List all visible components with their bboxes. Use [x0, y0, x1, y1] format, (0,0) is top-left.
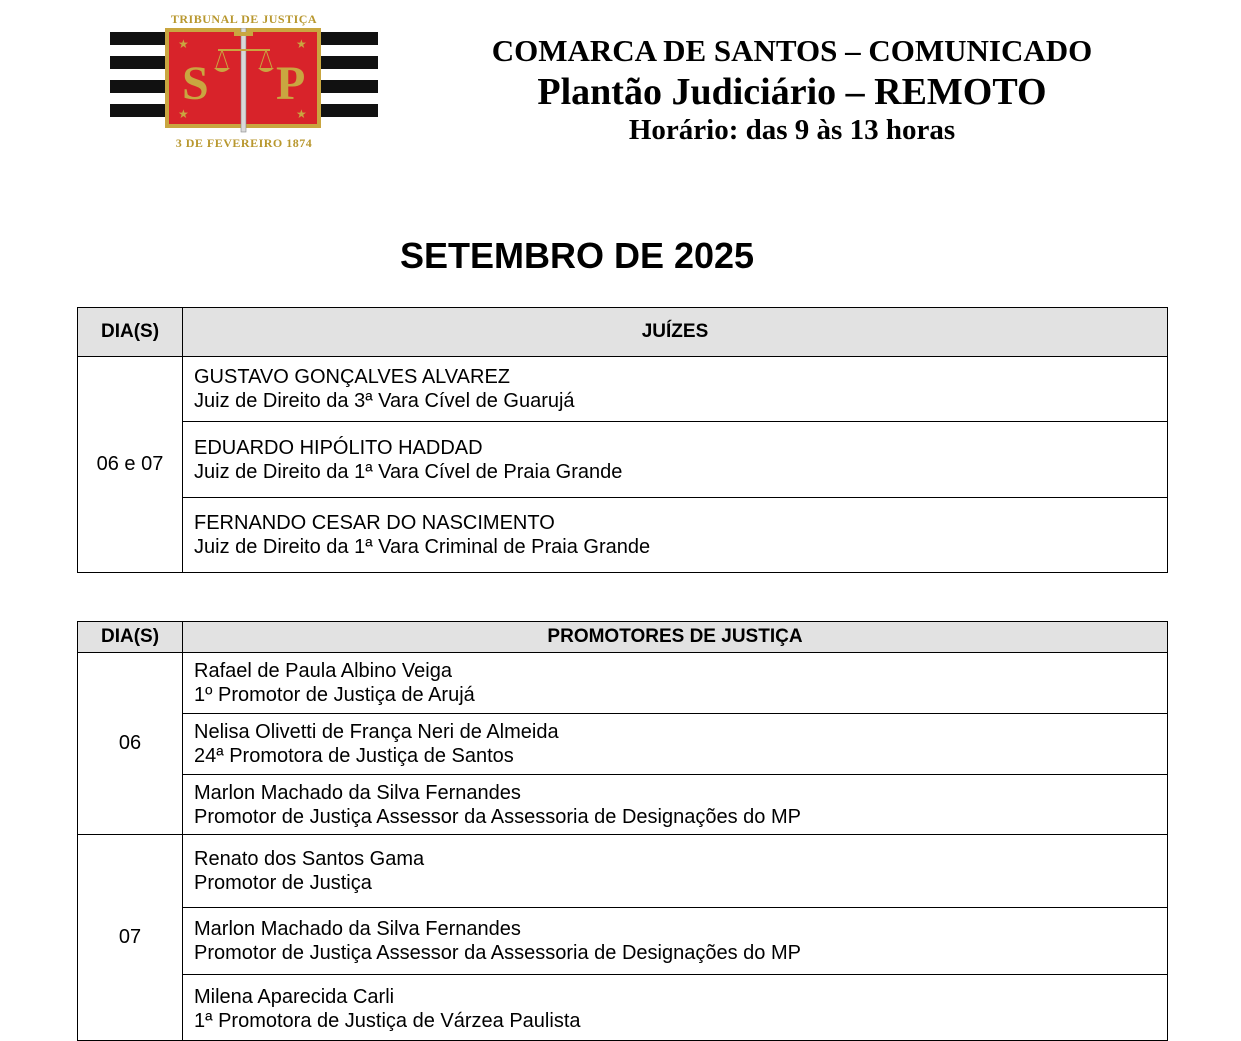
- logo-letter-s: S: [182, 57, 209, 110]
- tribunal-logo: [110, 10, 378, 152]
- person-name: FERNANDO CESAR DO NASCIMENTO: [194, 512, 555, 534]
- person-cell: [183, 975, 1168, 1041]
- judges-header-row: [78, 308, 1168, 357]
- person-role: Promotor de Justiça: [194, 872, 372, 894]
- table-row: [78, 653, 1168, 714]
- judges-col-days: DIA(S): [78, 308, 183, 357]
- svg-text:★: ★: [178, 107, 189, 121]
- person-name: Nelisa Olivetti de França Neri de Almeida: [194, 721, 559, 743]
- table-row: [78, 422, 1168, 498]
- judges-table: [77, 307, 1168, 573]
- person-name: Renato dos Santos Gama: [194, 848, 425, 870]
- table-row: [78, 975, 1168, 1041]
- prosecutors-col-days: DIA(S): [78, 622, 183, 653]
- person-role: Juiz de Direito da 1ª Vara Criminal de Praia Grande: [194, 536, 651, 558]
- person-name: GUSTAVO GONÇALVES ALVAREZ: [194, 366, 511, 388]
- table-row: [78, 835, 1168, 908]
- month-title: SETEMBRO DE 2025: [399, 235, 755, 276]
- person-role: Juiz de Direito da 3ª Vara Cível de Guarujá: [194, 390, 575, 412]
- person-role: Promotor de Justiça Assessor da Assessoria de Designações do MP: [194, 942, 801, 964]
- table-row: [78, 775, 1168, 835]
- person-name: Rafael de Paula Albino Veiga: [194, 660, 452, 682]
- person-name: Marlon Machado da Silva Fernandes: [194, 918, 521, 940]
- person-role: Promotor de Justiça Assessor da Assessoria de Designações do MP: [194, 805, 801, 828]
- svg-text:★: ★: [296, 107, 307, 121]
- person-role: Juiz de Direito da 1ª Vara Cível de Praia Grande: [194, 460, 623, 483]
- person-name: EDUARDO HIPÓLITO HADDAD: [194, 436, 483, 459]
- judges-col-people: JUÍZES: [183, 308, 1168, 357]
- logo-letter-p: P: [276, 57, 306, 110]
- person-cell: [183, 908, 1168, 975]
- person-role: 1º Promotor de Justiça de Arujá: [194, 684, 475, 706]
- person-cell: [183, 653, 1168, 714]
- person-name: Marlon Machado da Silva Fernandes: [194, 781, 521, 804]
- svg-text:★: ★: [178, 37, 189, 51]
- person-cell: [183, 835, 1168, 908]
- prosecutors-col-people: PROMOTORES DE JUSTIÇA: [183, 622, 1168, 653]
- header-horario: Horário: das 9 às 13 horas: [628, 114, 956, 146]
- svg-text:★: ★: [296, 37, 307, 51]
- person-cell: [183, 775, 1168, 835]
- header-comarca: COMARCA DE SANTOS – COMUNICADO: [491, 33, 1093, 68]
- prosecutors-header-row: [78, 622, 1168, 653]
- prosecutors-table: [77, 621, 1168, 1041]
- table-row: [78, 357, 1168, 422]
- tribunal-seal-icon: [110, 28, 378, 136]
- person-role: 1ª Promotora de Justiça de Várzea Paulista: [194, 1010, 581, 1032]
- day-cell: 06: [78, 653, 183, 835]
- person-role: 24ª Promotora de Justiça de Santos: [194, 745, 514, 767]
- day-cell: 07: [78, 835, 183, 1041]
- person-cell: [183, 422, 1168, 498]
- person-cell: [183, 498, 1168, 573]
- person-cell: [183, 357, 1168, 422]
- table-row: [78, 498, 1168, 573]
- person-cell: [183, 714, 1168, 775]
- table-row: [78, 714, 1168, 775]
- header-plantao: Plantão Judiciário – REMOTO: [537, 71, 1047, 113]
- person-name: Milena Aparecida Carli: [194, 986, 395, 1008]
- day-cell: 06 e 07: [78, 357, 183, 573]
- logo-bottom-text: 3 DE FEVEREIRO 1874: [175, 136, 313, 150]
- table-row: [78, 908, 1168, 975]
- logo-top-text: TRIBUNAL DE JUSTIÇA: [170, 12, 318, 26]
